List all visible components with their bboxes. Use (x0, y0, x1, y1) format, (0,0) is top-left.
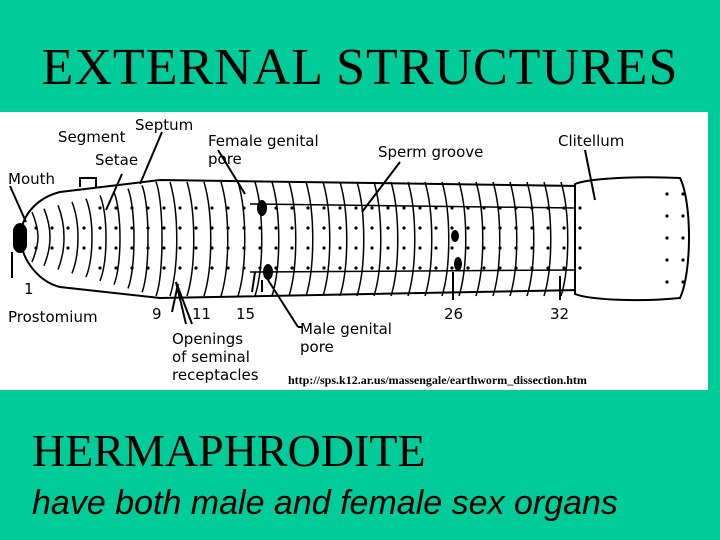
seta-dot (114, 246, 117, 249)
seta-dot (130, 206, 133, 209)
segment-number-1: 1 (24, 280, 34, 298)
seta-dot (386, 226, 389, 229)
segment-number-26: 26 (444, 305, 464, 323)
seta-dot (226, 246, 229, 249)
seta-dot (194, 266, 197, 269)
seta-dot (498, 206, 501, 209)
seta-dot (162, 226, 165, 229)
seta-dot (578, 246, 581, 249)
seta-dot (306, 206, 309, 209)
seta-dot (242, 266, 245, 269)
seta-dot (162, 206, 165, 209)
seta-dot (162, 246, 165, 249)
label-seminal-1: Openings (172, 330, 244, 348)
seta-dot (498, 246, 501, 249)
seta-dot (434, 246, 437, 249)
seta-dot (258, 246, 261, 249)
seta-dot (562, 206, 565, 209)
seta-dot (386, 246, 389, 249)
label-male-pore-1: Male genital (300, 320, 392, 338)
seta-dot (418, 246, 421, 249)
segment-number-32: 32 (550, 305, 570, 323)
seta-dot (66, 246, 69, 249)
seta-dot (482, 206, 485, 209)
seta-dot (226, 266, 229, 269)
seta-dot (82, 226, 85, 229)
heading-hermaphrodite: HERMAPHRODITE (32, 425, 426, 476)
seta-dot (258, 226, 261, 229)
seta-dot (98, 266, 101, 269)
seta-dot (450, 226, 453, 229)
seta-dot (338, 246, 341, 249)
seta-dot (290, 246, 293, 249)
seta-dot (114, 266, 117, 269)
seta-dot (562, 226, 565, 229)
seta-dot (546, 226, 549, 229)
seta-dot (322, 266, 325, 269)
seta-dot (194, 226, 197, 229)
seta-dot (194, 246, 197, 249)
seta-dot (306, 266, 309, 269)
seta-dot (306, 226, 309, 229)
segment-number-11: 11 (192, 305, 212, 323)
seta-dot (578, 226, 581, 229)
seta-dot (514, 246, 517, 249)
seta-dot (226, 206, 229, 209)
label-sperm-groove: Sperm groove (378, 143, 484, 161)
seta-dot (306, 246, 309, 249)
segment-number-15: 15 (236, 305, 256, 323)
seta-dot (498, 266, 501, 269)
seta-dot (562, 266, 565, 269)
seta-dot (338, 206, 341, 209)
seta-dot (98, 246, 101, 249)
seta-dot (146, 206, 149, 209)
label-mouth: Mouth (8, 170, 56, 188)
seta-dot (514, 266, 517, 269)
seta-dot (665, 214, 668, 217)
seta-dot (418, 226, 421, 229)
seta-dot (338, 226, 341, 229)
seta-dot (290, 206, 293, 209)
seta-dot (370, 246, 373, 249)
seta-dot (98, 206, 101, 209)
seta-dot (274, 226, 277, 229)
seta-dot (34, 226, 37, 229)
seta-dot (242, 206, 245, 209)
source-url: http://sps.k12.ar.us/massengale/earthworm_dissection.htm (288, 373, 587, 387)
seta-dot (114, 226, 117, 229)
seta-dot (546, 246, 549, 249)
seta-dot (434, 266, 437, 269)
seta-dot (338, 266, 341, 269)
seta-dot (130, 246, 133, 249)
seta-dot (130, 226, 133, 229)
seta-dot (681, 192, 684, 195)
seta-dot (482, 266, 485, 269)
label-clitellum: Clitellum (558, 132, 625, 150)
seta-dot (274, 246, 277, 249)
seta-dot (50, 226, 53, 229)
seta-dot (466, 226, 469, 229)
seta-dot (146, 226, 149, 229)
earthworm-illustration (0, 112, 708, 390)
seta-dot (681, 214, 684, 217)
seta-dot (466, 206, 469, 209)
subtext: have both male and female sex organs (32, 484, 618, 522)
label-seminal-3: receptacles (172, 366, 259, 384)
seta-dot (162, 266, 165, 269)
seta-dot (322, 206, 325, 209)
seta-dot (402, 266, 405, 269)
seta-dot (514, 206, 517, 209)
seta-dot (681, 236, 684, 239)
seta-dot (665, 258, 668, 261)
seta-dot (66, 226, 69, 229)
seta-dot (530, 206, 533, 209)
seta-dot (530, 266, 533, 269)
seta-dot (226, 226, 229, 229)
label-prostomium: Prostomium (8, 308, 98, 326)
seta-dot (450, 246, 453, 249)
label-segment: Segment (58, 128, 126, 146)
seta-dot (210, 206, 213, 209)
seta-dot (386, 206, 389, 209)
seta-dot (322, 226, 325, 229)
seta-dot (546, 266, 549, 269)
seta-dot (322, 246, 325, 249)
seta-dot (482, 226, 485, 229)
seta-dot (130, 266, 133, 269)
seta-dot (146, 246, 149, 249)
seta-dot (354, 226, 357, 229)
seta-dot (258, 266, 261, 269)
seta-dot (274, 266, 277, 269)
seta-dot (274, 206, 277, 209)
seta-dot (370, 206, 373, 209)
seta-dot (178, 246, 181, 249)
seta-dot (665, 236, 668, 239)
seta-dot (466, 246, 469, 249)
seta-dot (178, 206, 181, 209)
seta-dot (370, 226, 373, 229)
label-female-pore-2: pore (208, 150, 242, 168)
seta-dot (354, 266, 357, 269)
seta-dot (530, 246, 533, 249)
seta-dot (402, 246, 405, 249)
seta-dot (386, 266, 389, 269)
seta-dot (82, 246, 85, 249)
seta-dot (578, 266, 581, 269)
seta-dot (402, 226, 405, 229)
seta-dot (178, 266, 181, 269)
seta-dot (50, 246, 53, 249)
seta-dot (210, 226, 213, 229)
seta-dot (450, 266, 453, 269)
seta-dot (210, 266, 213, 269)
seta-dot (242, 226, 245, 229)
seta-dot (354, 206, 357, 209)
segment-number-9: 9 (152, 305, 162, 323)
seta-dot (681, 280, 684, 283)
seta-dot (665, 192, 668, 195)
seta-dot (562, 246, 565, 249)
seta-dot (498, 226, 501, 229)
seta-dot (354, 246, 357, 249)
seta-dot (466, 266, 469, 269)
seta-dot (370, 266, 373, 269)
seta-dot (34, 246, 37, 249)
seta-dot (242, 246, 245, 249)
seta-dot (578, 206, 581, 209)
label-setae: Setae (95, 151, 139, 169)
seta-dot (665, 280, 668, 283)
seta-dot (146, 266, 149, 269)
seta-dot (98, 226, 101, 229)
seta-dot (290, 266, 293, 269)
seta-dot (418, 206, 421, 209)
seta-dot (210, 246, 213, 249)
label-female-pore-1: Female genital (208, 132, 319, 150)
seta-dot (482, 246, 485, 249)
seta-dot (194, 206, 197, 209)
seta-dot (402, 206, 405, 209)
seta-dot (434, 206, 437, 209)
seta-dot (114, 206, 117, 209)
slide-title: EXTERNAL STRUCTURES (41, 39, 679, 96)
label-seminal-2: of seminal (172, 348, 250, 366)
seta-dot (434, 226, 437, 229)
seta-dot (178, 226, 181, 229)
seta-dot (258, 206, 261, 209)
seta-dot (418, 266, 421, 269)
seta-dot (290, 226, 293, 229)
earthworm-diagram (0, 112, 708, 390)
seta-dot (546, 206, 549, 209)
seta-dot (681, 258, 684, 261)
label-septum: Septum (135, 116, 194, 134)
seta-dot (530, 226, 533, 229)
label-male-pore-2: pore (300, 338, 334, 356)
seta-dot (514, 226, 517, 229)
seta-dot (450, 206, 453, 209)
